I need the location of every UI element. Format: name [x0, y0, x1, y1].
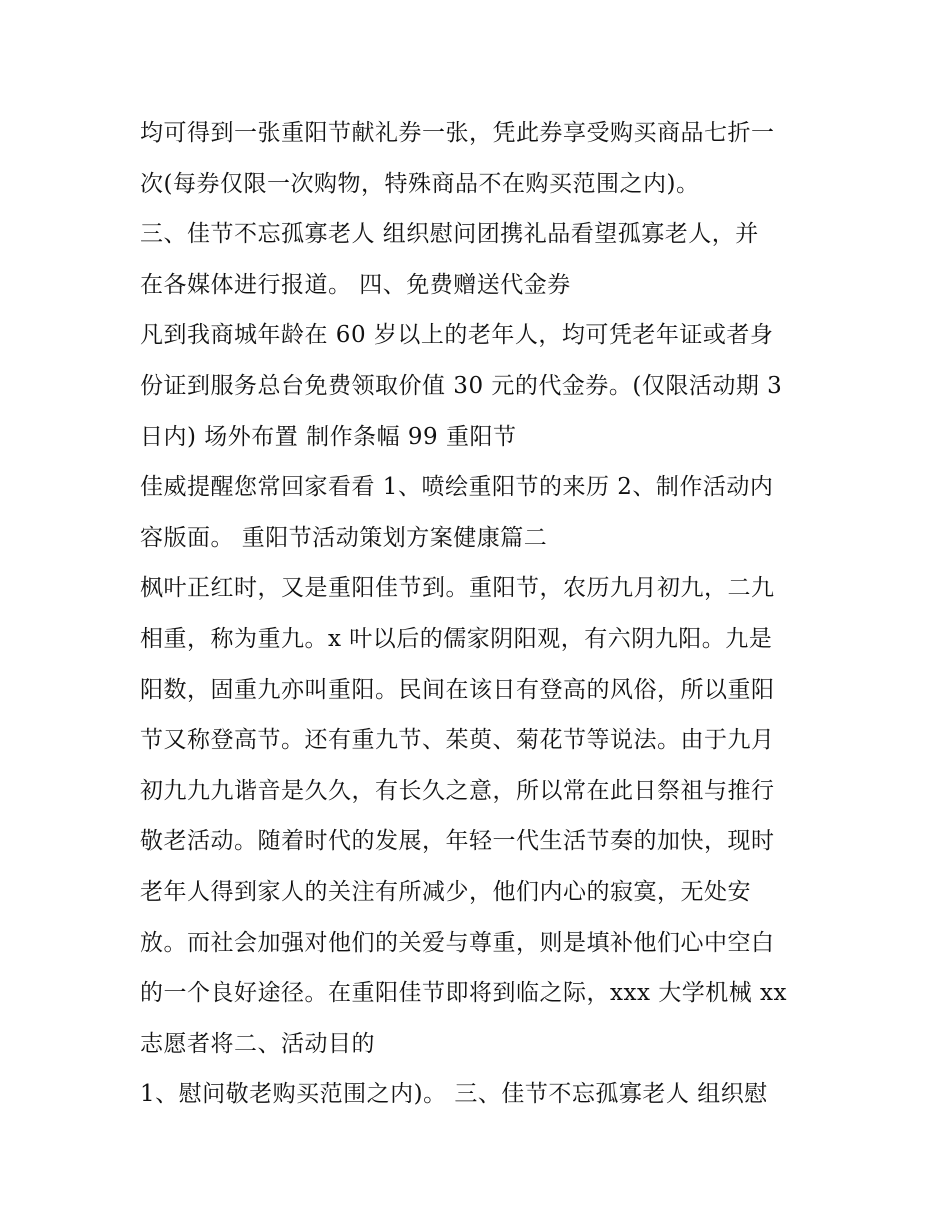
text-line: 容版面。 重阳节活动策划方案健康篇二: [140, 524, 548, 551]
text-line: 在各媒体进行报道。 四、免费赠送代金券: [140, 271, 571, 298]
text-line: 初九九九谐音是久久，有长久之意，所以常在此日祭祖与推行: [140, 777, 775, 804]
text-line: 日内) 场外布置 制作条幅 99 重阳节: [140, 423, 517, 450]
text-line: 次(每券仅限一次购物，特殊商品不在购买范围之内)。: [140, 170, 700, 197]
text-line: 敬老活动。随着时代的发展，年轻一代生活节奏的加快，现时: [140, 828, 775, 855]
text-line: 三、佳节不忘孤寡老人 组织慰问团携礼品看望孤寡老人，并: [140, 221, 759, 248]
text-line: 节又称登高节。还有重九节、茱萸、菊花节等说法。由于九月: [140, 727, 775, 754]
text-line: 志愿者将二、活动目的: [140, 1030, 375, 1057]
text-line: 阳数，固重九亦叫重阳。民间在该日有登高的风俗，所以重阳: [140, 676, 775, 703]
text-line: 放。而社会加强对他们的关爱与尊重，则是填补他们心中空白: [140, 929, 775, 956]
document-body: [140, 108, 820, 1120]
text-line: 1、慰问敬老购买范围之内)。 三、佳节不忘孤寡老人 组织慰: [140, 1081, 768, 1108]
text-line: 相重，称为重九。x 叶以后的儒家阴阳观，有六阴九阳。九是: [140, 625, 773, 652]
text-line: 的一个良好途径。在重阳佳节即将到临之际，xxx 大学机械 xx: [140, 980, 787, 1007]
text-line: 老年人得到家人的关注有所减少，他们内心的寂寞，无处安: [140, 878, 751, 905]
text-line: 均可得到一张重阳节献礼券一张，凭此券享受购买商品七折一: [140, 120, 775, 146]
text-line: 佳威提醒您常回家看看 1、喷绘重阳节的来历 2、制作活动内: [140, 474, 774, 501]
text-line: 份证到服务总台免费领取价值 30 元的代金券。(仅限活动期 3: [140, 372, 783, 399]
text-line: 凡到我商城年龄在 60 岁以上的老年人，均可凭老年证或者身: [140, 322, 774, 349]
text-line: 枫叶正红时，又是重阳佳节到。重阳节，农历九月初九，二九: [140, 575, 775, 602]
